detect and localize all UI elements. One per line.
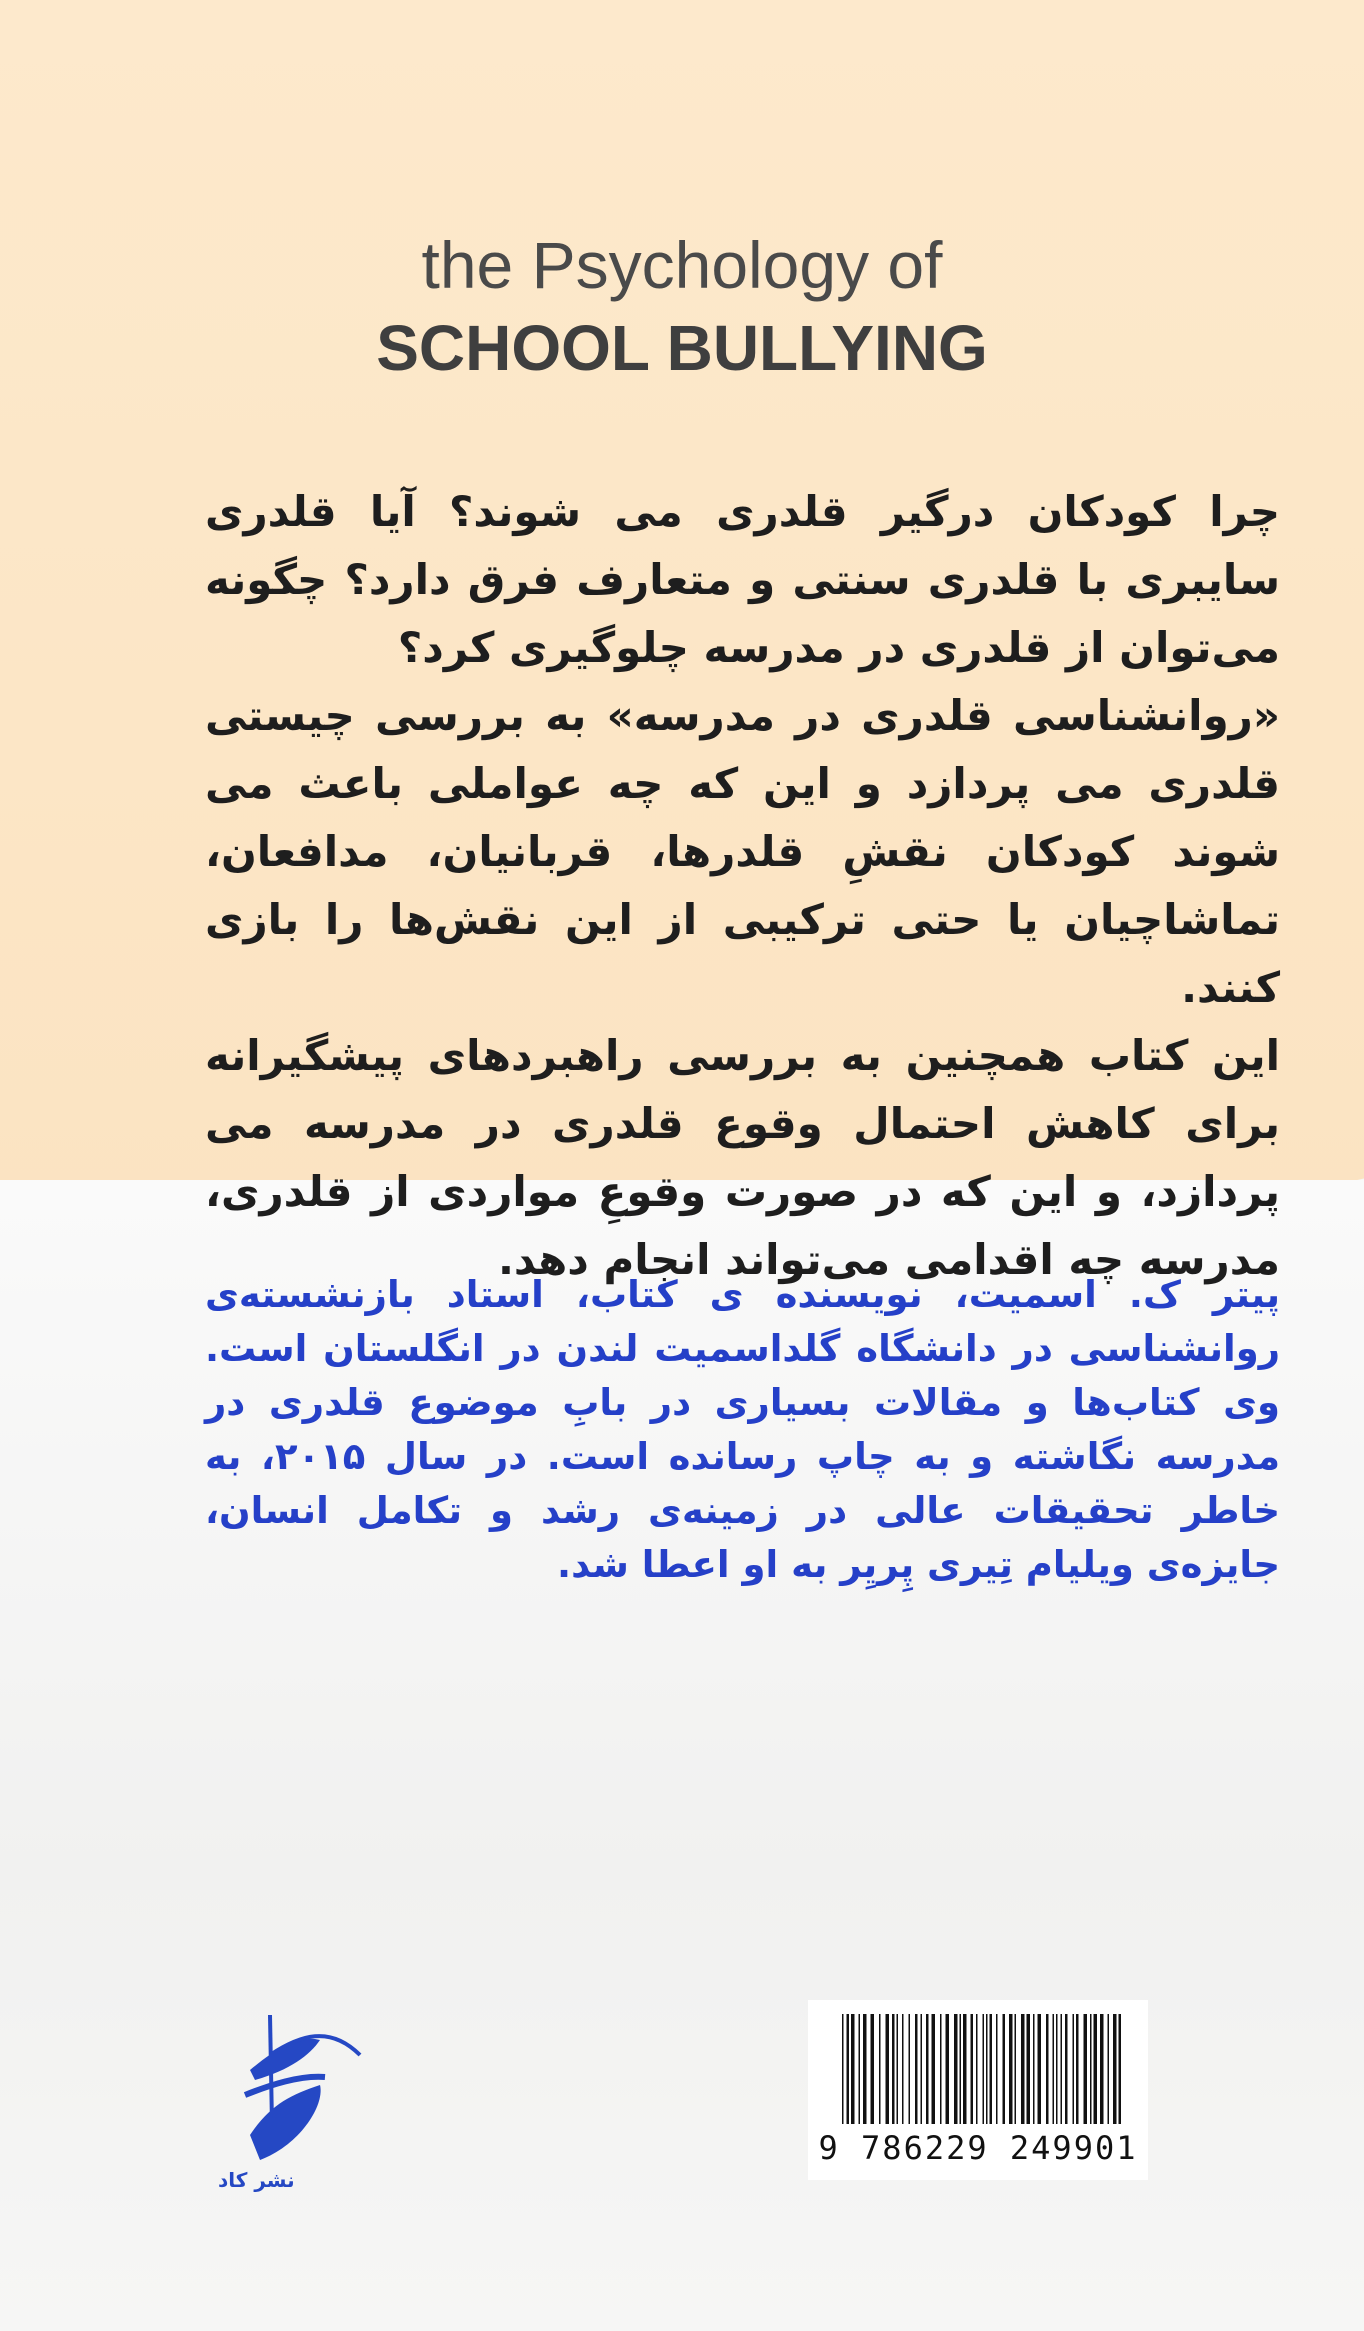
barcode-bar: [1015, 2014, 1017, 2124]
barcode-bar: [886, 2014, 890, 2124]
barcode-bar: [902, 2014, 904, 2124]
barcode-bar: [851, 2014, 855, 2124]
barcode-bar: [1090, 2014, 1092, 2124]
barcode-bar: [859, 2014, 861, 2124]
book-description: [205, 478, 1280, 1294]
barcode-bar: [971, 2014, 974, 2124]
barcode-bar: [1003, 2014, 1006, 2124]
barcode-bar: [1084, 2014, 1088, 2124]
title-line-1: the Psychology of: [421, 228, 943, 302]
barcode-bar: [897, 2014, 899, 2124]
barcode-bar: [863, 2014, 867, 2124]
barcode-bar: [915, 2014, 918, 2124]
author-bio-text: پیتر ک. اسمیت، نویسنده ی کتاب، استاد بازنشسته‌ی روانشناسی در دانشگاه گلداسمیت لندن در انگلستان است. وی کتاب‌ها و مقالات بسیاری در بابِ موضوع قلدری در مدرسه نگاشته و به چاپ رسانده است. در سال ۲۰۱۵، به خاطر تحقیقات عالی در زمینه‌ی رشد و تکامل انسان، جایزه‌ی ویلیام تِیری پِریِر به او اعطا شد.: [205, 1273, 1280, 1586]
barcode-bar: [909, 2014, 911, 2124]
barcode-bar: [926, 2014, 929, 2124]
barcode-bar: [1053, 2014, 1055, 2124]
barcode-bar: [1056, 2014, 1058, 2124]
barcode-bar: [1076, 2014, 1079, 2124]
publisher-logo: [210, 2015, 440, 2165]
barcode-bar: [871, 2014, 875, 2124]
barcode-bar: [892, 2014, 895, 2124]
barcode-bar: [879, 2014, 881, 2124]
isbn-number: 9 786229 249901: [818, 2129, 1138, 2167]
publisher-name: نشر کاد: [218, 2168, 295, 2192]
title-line-2: SCHOOL BULLYING: [376, 312, 988, 384]
barcode-bar: [1021, 2014, 1025, 2124]
barcode-bar: [1108, 2014, 1110, 2124]
barcode-bar: [1033, 2014, 1035, 2124]
barcode-bar: [986, 2014, 988, 2124]
description-paragraph: «روانشناسی قلدری در مدرسه» به بررسی چیستی قلدری می پردازد و این که چه عواملی باعث می شوند کودکان نقشِ قلدرها، قربانیان، مدافعان، تماشاچیان یا حتی ترکیبی از این نقش‌ها را بازی کنند.: [205, 691, 1280, 1012]
barcode-bar: [1027, 2014, 1031, 2124]
barcode-bar: [1113, 2014, 1117, 2124]
description-paragraph: این کتاب همچنین به بررسی راهبردهای پیشگیرانه برای کاهش احتمال وقوع قلدری در مدرسه می پردازد، و این که در صورت وقوعِ مواردی از قلدری، مدرسه چه اقدامی می‌تواند انجام دهد.: [205, 1031, 1280, 1284]
barcode-bar: [983, 2014, 985, 2124]
barcode-bar: [1119, 2014, 1122, 2124]
description-paragraph: چرا کودکان درگیر قلدری می شوند؟ آیا قلدری سایبری با قلدری سنتی و متعارف فرق دارد؟ چگونه می‌توان از قلدری در مدرسه چلوگیری کرد؟: [205, 487, 1280, 672]
isbn-barcode: [808, 2000, 1148, 2180]
barcode-bar: [946, 2014, 950, 2124]
author-bio: [205, 1268, 1280, 1592]
barcode-bar: [954, 2014, 958, 2124]
barcode-bars: [822, 2014, 1132, 2124]
barcode-bar: [842, 2014, 844, 2124]
barcode-bar: [1094, 2014, 1098, 2124]
barcode-bar: [1038, 2014, 1042, 2124]
barcode-bar: [976, 2014, 978, 2124]
barcode-bar: [847, 2014, 850, 2124]
barcode-bar: [1046, 2014, 1049, 2124]
barcode-bar: [1065, 2014, 1068, 2124]
barcode-bar: [921, 2014, 923, 2124]
barcode-bar: [1009, 2014, 1013, 2124]
barcode-bar: [960, 2014, 962, 2124]
barcode-bar: [1073, 2014, 1075, 2124]
barcode-bar: [932, 2014, 936, 2124]
barcode-bar: [963, 2014, 967, 2124]
barcode-bar: [1100, 2014, 1104, 2124]
barcode-bar: [996, 2014, 998, 2124]
barcode-bar: [1061, 2014, 1063, 2124]
barcode-bar: [990, 2014, 993, 2124]
barcode-bar: [940, 2014, 942, 2124]
